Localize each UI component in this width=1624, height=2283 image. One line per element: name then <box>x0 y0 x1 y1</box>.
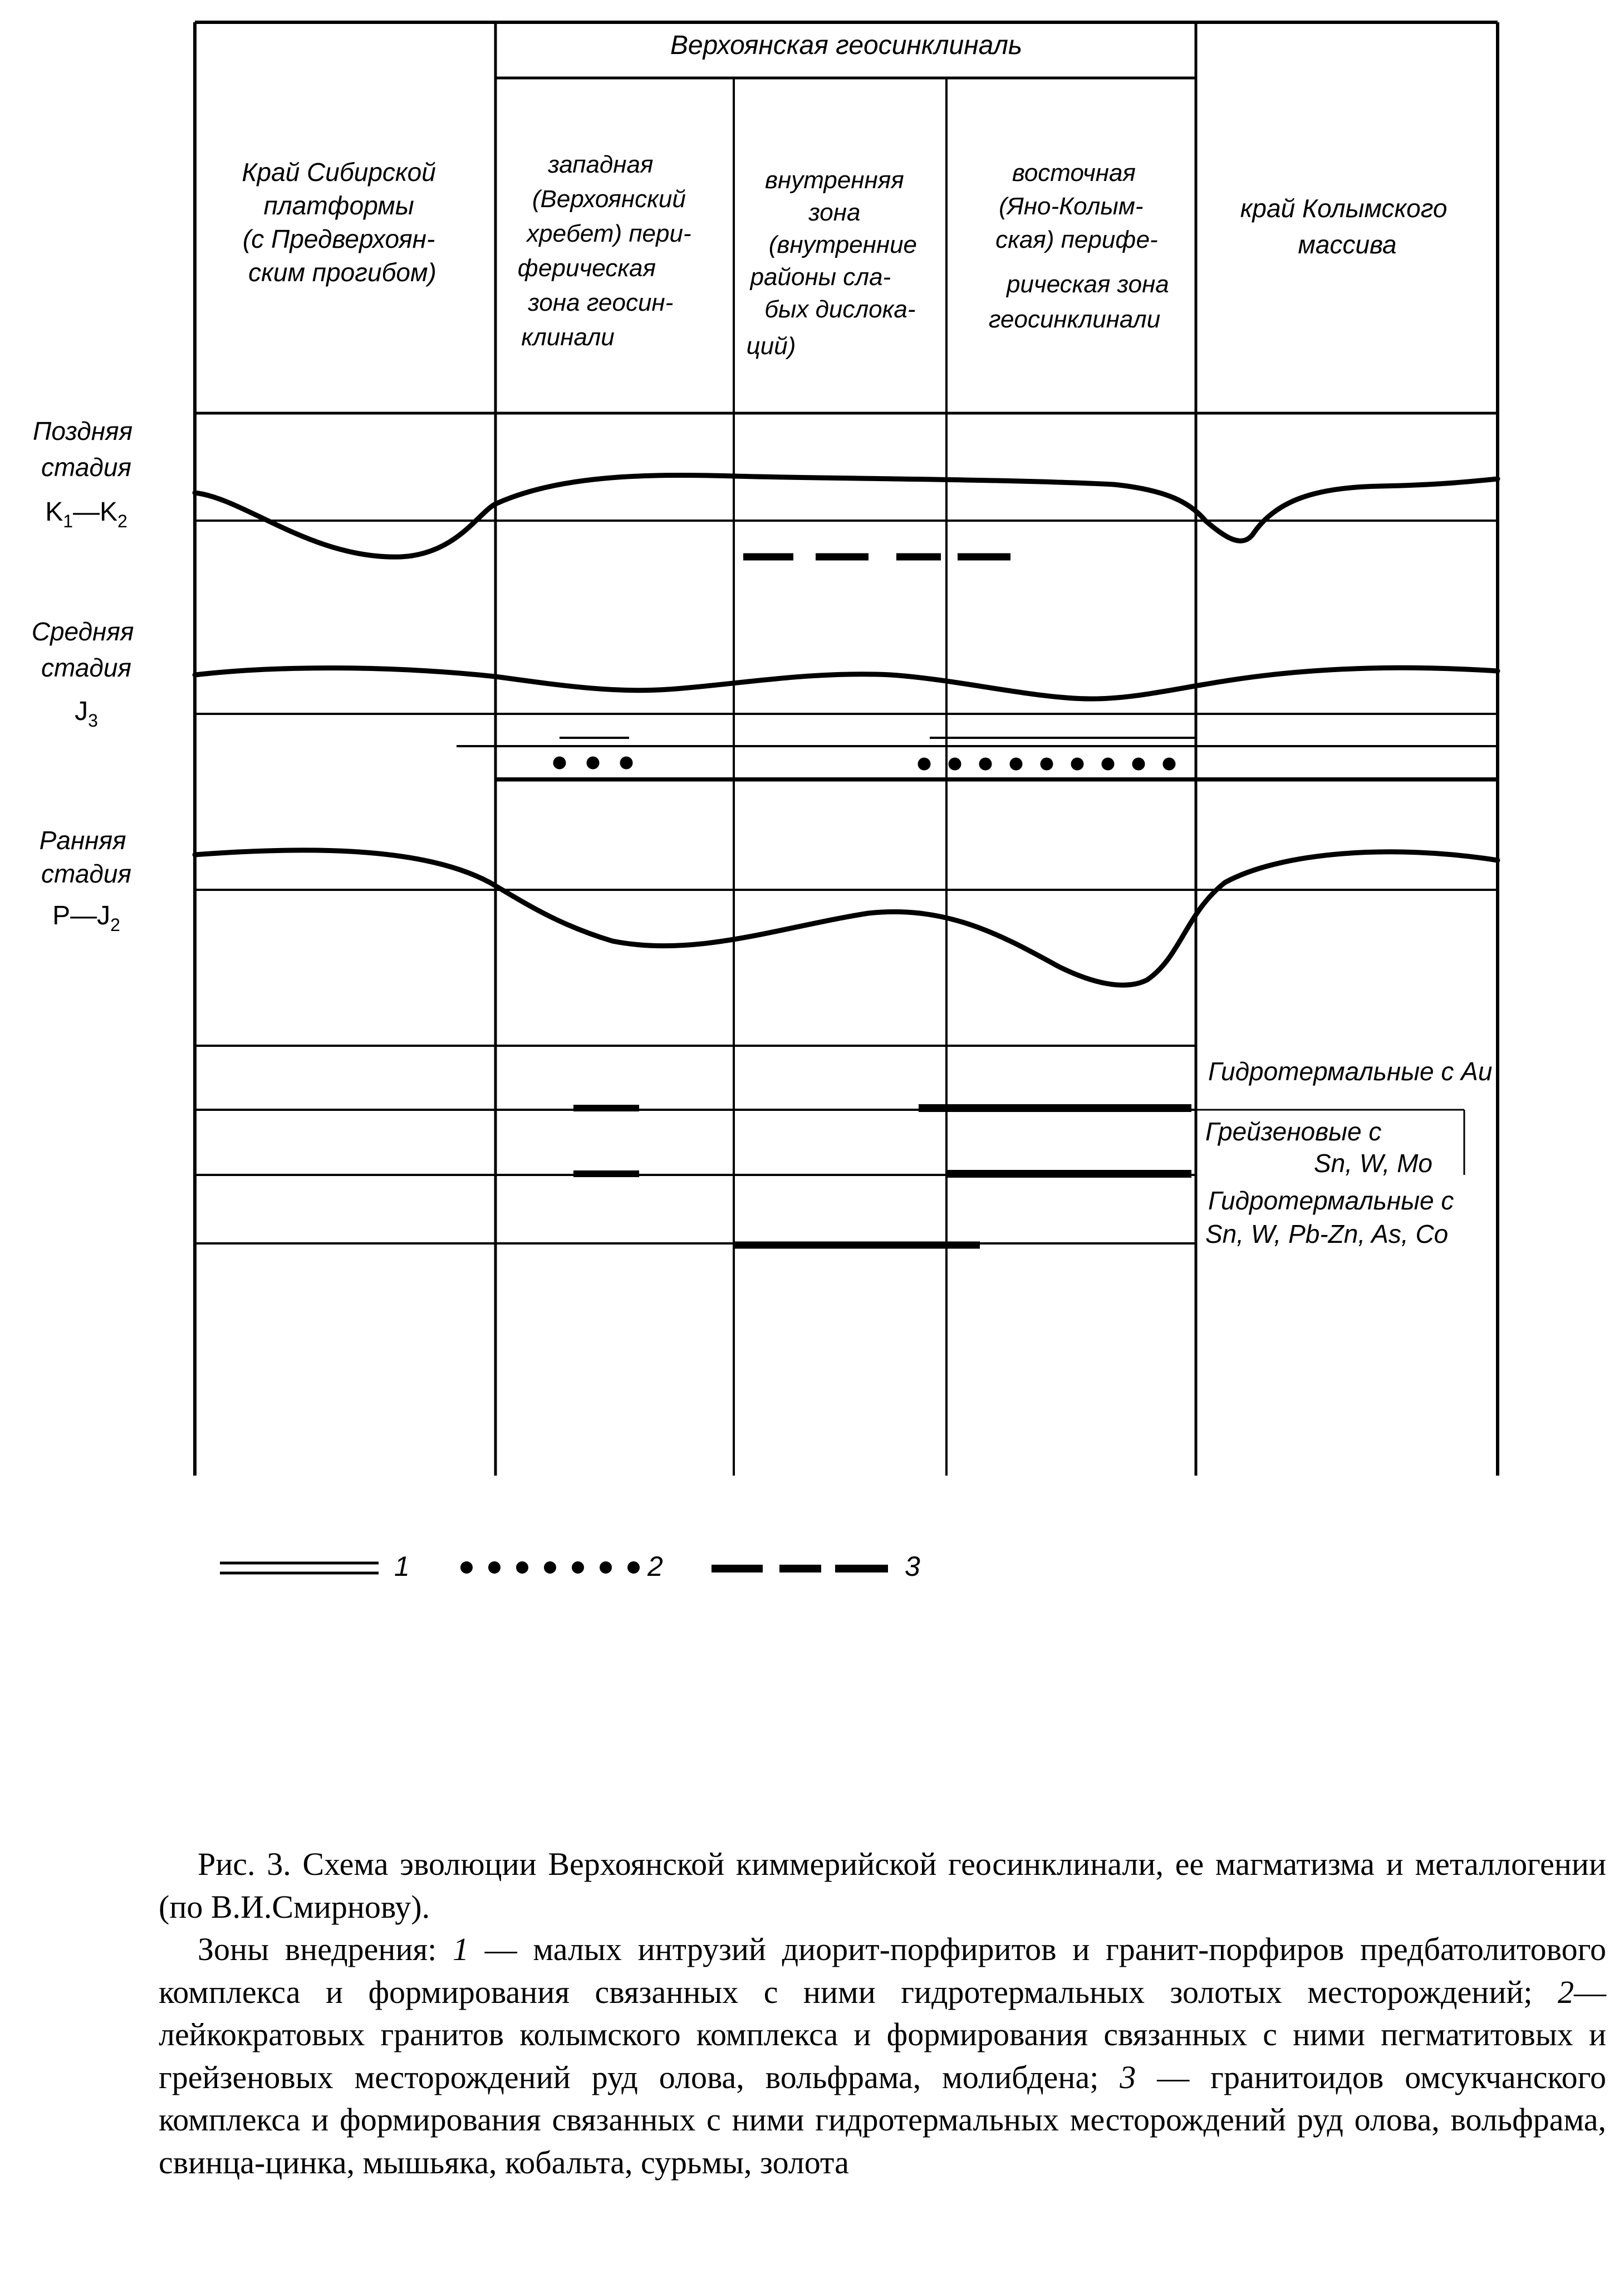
legend-dot <box>600 1561 612 1574</box>
figure-caption <box>159 1843 1606 2184</box>
caption-text-2: — лейкократовых гранитов колымского комплекса и формирования связанных с ними пегматитовых и грейзеновых месторождений руд олова, вольфрама, молибдена; <box>159 1973 1606 2095</box>
stage-middle-age <box>75 697 98 731</box>
middle-dot-w1 <box>553 757 566 769</box>
column-header-kolyma <box>1240 194 1455 259</box>
caption-num-2: 2 <box>1558 1973 1574 2010</box>
stage-late-age-b: K <box>100 497 118 527</box>
column-header-inner-line: зона <box>808 199 861 226</box>
late-stage-curve <box>195 475 1498 557</box>
stage-early-age-b-sub: 2 <box>110 915 120 935</box>
stage-early-age-b: J <box>97 901 111 930</box>
legend-dot <box>572 1561 584 1574</box>
column-header-west-line: западная <box>548 151 654 178</box>
middle-dot-e6 <box>1071 758 1083 770</box>
middle-dot-e3 <box>979 758 992 770</box>
deposit-label-greisen-line: Sn, W, Mo <box>1314 1149 1432 1178</box>
column-header-west-line: (Верхоянский <box>532 185 686 213</box>
caption-zones-intro: Зоны внедрения: <box>198 1931 437 1968</box>
stage-middle-line2: стадия <box>41 653 131 682</box>
middle-dot-w2 <box>587 757 599 769</box>
column-header-east-line: (Яно-Колым- <box>999 193 1144 220</box>
column-header-siberian-line: Край Сибирской <box>242 158 436 187</box>
caption-num-1: 1 <box>453 1931 469 1968</box>
stage-early-age-a: P <box>52 901 71 930</box>
stage-middle-age-a: J <box>75 697 89 726</box>
stage-early-age <box>52 901 120 935</box>
legend-dot <box>460 1561 473 1574</box>
column-header-west <box>518 151 698 351</box>
column-header-siberian-line: ским прогибом) <box>248 258 436 287</box>
caption-title <box>159 1843 1606 1928</box>
deposit-label-hydrothermal-sn-line: Sn, W, Pb-Zn, As, Co <box>1205 1219 1449 1248</box>
stage-middle-age-a-sub: 3 <box>88 711 98 731</box>
legend-label-1: 1 <box>394 1551 410 1582</box>
deposit-label-greisen <box>1205 1117 1432 1178</box>
column-header-west-line: зона геосин- <box>528 289 674 316</box>
legend-dot <box>544 1561 556 1574</box>
column-header-siberian <box>242 158 443 287</box>
stage-late-age-a: K <box>45 497 63 527</box>
column-header-inner-line: внутренняя <box>765 166 904 194</box>
stage-early-label <box>40 826 134 888</box>
deposit-label-hydrothermal-au-line: Гидротермальные с Au <box>1208 1057 1493 1086</box>
caption-text-1: — малых интрузий диорит-порфиритов и гранит-порфиров предбатолитового комплекса и формирования связанных с ними гидротермальных золотых месторождений; <box>159 1931 1606 2010</box>
deposit-label-hydrothermal-sn-line: Гидротермальные с <box>1208 1186 1454 1215</box>
stage-late-line2: стадия <box>41 453 131 482</box>
caption-text-3: — гранитоидов омсукчанского комплекса и формирования связанных с ними гидротермальных месторождений руд олова, вольфрама, свинца-цинка, мышьяка, кобальта, сурьмы, золота <box>159 2059 1607 2181</box>
column-header-kolyma-line: массива <box>1298 230 1397 259</box>
stage-middle-label <box>32 617 141 682</box>
legend-item-double-line <box>220 1563 379 1573</box>
legend-dot <box>627 1561 640 1574</box>
deposit-labels <box>1205 1057 1492 1248</box>
legend-dot <box>516 1561 528 1574</box>
column-header-west-line: клинали <box>521 324 615 351</box>
stage-early-line2: стадия <box>41 859 131 888</box>
column-header-inner-line: (внутренние <box>768 231 918 258</box>
legend-label-3: 3 <box>905 1551 920 1582</box>
middle-dot-e4 <box>1010 758 1022 770</box>
stage-late-age <box>45 497 127 531</box>
column-header-kolyma-line: край Колымского <box>1240 194 1448 223</box>
legend-label-2: 2 <box>647 1551 663 1582</box>
deposit-label-hydrothermal-au <box>1208 1057 1492 1086</box>
column-header-siberian-line: платформы <box>263 191 414 220</box>
middle-stage-curve <box>195 668 1498 699</box>
column-header-east-line: восточная <box>1012 159 1136 187</box>
column-header-east-line: геосинклинали <box>988 306 1161 333</box>
middle-dot-e5 <box>1041 758 1053 770</box>
legend <box>220 1551 920 1582</box>
column-header-east-line: рическая зона <box>1006 271 1169 298</box>
column-header-west-line: хребет) пери- <box>527 220 691 247</box>
tectonic-curves <box>195 475 1498 985</box>
legend-item-dots <box>460 1561 640 1574</box>
middle-dot-e8 <box>1132 758 1145 770</box>
middle-dot-w3 <box>620 757 632 769</box>
stage-late-age-b-sub: 2 <box>117 511 127 531</box>
column-header-inner-line: ций) <box>746 332 796 360</box>
intrusion-markings <box>553 557 1196 1245</box>
column-headers <box>242 151 1454 360</box>
stage-early-line1: Ранняя <box>39 826 126 855</box>
column-header-east <box>989 159 1176 333</box>
early-stage-curve <box>195 850 1498 985</box>
middle-dot-e7 <box>1102 758 1114 770</box>
column-header-inner <box>747 166 924 360</box>
caption-zones <box>159 1928 1606 2184</box>
deposit-label-greisen-line: Грейзеновые с <box>1205 1117 1382 1146</box>
caption-title-text: Рис. 3. Схема эволюции Верхоянской киммерийской геосинклинали, ее магматизма и металлогении (по В.И.Смирнову). <box>159 1846 1606 1925</box>
stage-middle-line1: Средняя <box>31 617 134 646</box>
column-header-east-line: ская) перифе- <box>995 226 1158 253</box>
caption-num-3: 3 <box>1120 2059 1136 2095</box>
column-header-west-line: ферическая <box>517 254 656 282</box>
stage-late-line1: Поздняя <box>33 417 133 445</box>
stage-labels <box>32 417 141 935</box>
middle-dot-e1 <box>918 758 930 770</box>
legend-dot <box>488 1561 501 1574</box>
stage-late-age-a-sub: 1 <box>63 511 73 531</box>
middle-dot-e2 <box>949 758 961 770</box>
stage-late-dash: — <box>73 497 100 527</box>
column-header-siberian-line: (с Предверхоян- <box>242 224 435 253</box>
stage-late-label <box>33 417 140 482</box>
middle-dot-e9 <box>1163 758 1175 770</box>
column-header-inner-line: бых дислока- <box>764 296 916 323</box>
column-header-inner-line: районы сла- <box>750 263 891 291</box>
stage-early-dash: — <box>70 901 97 930</box>
geosyncline-title: Верхоянская геосинклиналь <box>670 31 1023 60</box>
deposit-label-hydrothermal-sn <box>1205 1186 1461 1248</box>
